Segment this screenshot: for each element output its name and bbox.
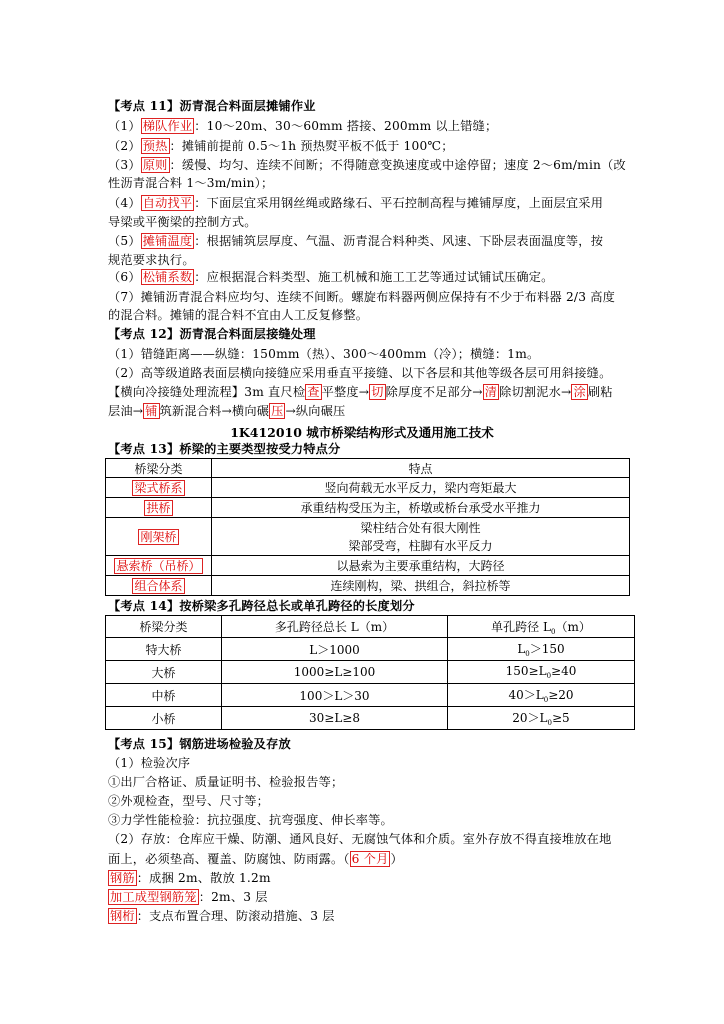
- storage-text: ：2m、3 层: [198, 890, 268, 904]
- table-header-row: [106, 616, 635, 638]
- item-text: ：应根据混合料类型、施工机械和施工工艺等通过试铺试压确定。: [194, 270, 554, 284]
- keyword-highlight: 切: [371, 385, 384, 399]
- cell-single: [448, 661, 635, 684]
- cell-type: [106, 478, 212, 498]
- cell-type: 大桥: [106, 661, 222, 684]
- cell-single: [448, 684, 635, 707]
- flow-text: 筑新混合料→横向碾: [159, 404, 270, 418]
- cell-feature: 竖向荷载无水平反力，梁内弯矩最大: [212, 478, 630, 498]
- header-text: 单孔跨径 L: [491, 619, 551, 634]
- kp14-table: [105, 615, 635, 730]
- cell-single: [448, 707, 635, 730]
- keyword-highlight: 铺: [145, 404, 158, 418]
- kp11-item-4: [108, 194, 603, 212]
- cell-type: 中桥: [106, 684, 222, 707]
- subscript: 0: [550, 627, 556, 636]
- keyword-highlight: 刚架桥: [140, 530, 177, 544]
- line-text: 面上，必须垫高、覆盖、防腐蚀、防雨露。（: [108, 852, 350, 866]
- flow-text: →纵向碾压: [285, 404, 346, 418]
- keyword-highlight: 梯队作业: [142, 119, 193, 133]
- flow-text: 除切割泥水→: [499, 385, 572, 399]
- kp15-line-3: ②外观检查，型号、尺寸等；: [108, 794, 270, 808]
- kp15-line-4: ③力学性能检验：抗拉强度、抗弯强度、伸长率等。: [108, 813, 393, 827]
- table-row: [106, 661, 635, 684]
- kp11-item-3-cont: 性沥青混合料 1～3m/min）；: [108, 176, 274, 190]
- storage-text: ：成捆 2m、散放 1.2m: [136, 871, 271, 885]
- table-row: [106, 707, 635, 730]
- kp13-title: 【考点 13】桥梁的主要类型按受力特点分: [108, 442, 341, 456]
- cell-single: [448, 638, 635, 661]
- keyword-highlight: 清: [484, 385, 498, 399]
- keyword-highlight: 梁式桥系: [134, 481, 183, 495]
- kp11-item-3: [108, 156, 626, 174]
- cell-total: 100＞L＞30: [222, 684, 448, 707]
- table-row: [106, 556, 630, 576]
- kp15-title: 【考点 15】钢筋进场检验及存放: [108, 737, 291, 751]
- value-text: ≥20: [548, 688, 574, 702]
- item-prefix: （3）: [108, 158, 141, 172]
- table-row: [106, 638, 635, 661]
- kp13-table: [105, 458, 630, 596]
- kp11-item-4-cont: 导梁或平衡梁的控制方式。: [108, 215, 257, 229]
- value-text: 40＞L: [508, 688, 544, 702]
- value-text: 20＞L: [512, 711, 548, 725]
- keyword-highlight: 钢筋: [110, 871, 135, 885]
- cell-type: [106, 498, 212, 518]
- keyword-highlight: 钢桁: [110, 909, 135, 923]
- kp12-item-2: （2）高等级道路表面层横向接缝应采用垂直平接缝、以下各层和其他等级各层可用斜接缝。: [108, 366, 612, 380]
- keyword-highlight: 查: [307, 385, 320, 399]
- kp11-title: 【考点 11】沥青混合料面层摊铺作业: [108, 99, 316, 113]
- kp15-storage-2: [108, 888, 268, 906]
- table-row: [106, 478, 630, 498]
- flow-text: 【横向冷接缝处理流程】3m 直尺检: [108, 385, 306, 399]
- line-text: ）: [390, 852, 403, 866]
- cell-type: [106, 576, 212, 596]
- keyword-highlight: 6 个月: [351, 852, 389, 866]
- cell-type: [106, 556, 212, 576]
- kp11-item-5-cont: 规范要求执行。: [108, 253, 195, 267]
- value-text: 150≥L: [505, 664, 547, 678]
- keyword-highlight: 拱桥: [146, 501, 171, 515]
- header-text: （m）: [555, 619, 591, 634]
- item-text: ：下面层宜采用钢丝绳或路缘石、平石控制高程与摊铺厚度，上面层宜采用: [194, 196, 604, 210]
- col-header-type: 桥梁分类: [106, 616, 222, 638]
- cell-feature: 连续刚构，梁、拱组合，斜拉桥等: [212, 576, 630, 596]
- kp12-item-1: （1）错缝距离——纵缝：150mm（热）、300～400mm（冷）；横缝：1m。: [108, 347, 540, 361]
- keyword-highlight: 组合体系: [134, 579, 183, 593]
- kp11-item-1: [108, 117, 497, 135]
- kp11-item-6: [108, 268, 554, 286]
- keyword-highlight: 涂: [573, 385, 586, 399]
- item-prefix: （6）: [108, 270, 141, 284]
- cell-type: 小桥: [106, 707, 222, 730]
- table-row: [106, 498, 630, 518]
- kp11-item-7-cont: 的混合料。摊铺的混合料不宜由人工反复修整。: [108, 308, 369, 322]
- feature-line: 梁部受弯，柱脚有水平反力: [348, 538, 493, 553]
- cell-type: 特大桥: [106, 638, 222, 661]
- col-header-single: [448, 616, 635, 638]
- cell-feature: 承重结构受压为主，桥墩或桥台承受水平推力: [212, 498, 630, 518]
- table-row: [106, 684, 635, 707]
- value-text: ≥40: [551, 664, 577, 678]
- cell-total: 1000≥L≥100: [222, 661, 448, 684]
- flow-text: 刷粘: [587, 385, 613, 399]
- cell-type: [106, 518, 212, 556]
- flow-text: 平整度→: [321, 385, 370, 399]
- chapter-heading: 1K412010 城市桥梁结构形式及通用施工技术: [230, 425, 494, 440]
- item-prefix: （1）: [108, 119, 141, 133]
- kp12-flow-line-1: [108, 383, 613, 401]
- kp11-item-7: （7）摊铺沥青混合料应均匀、连续不间断。螺旋布料器两侧应保持有不少于布料器 2/3 高度: [108, 290, 616, 304]
- item-text: ：10～20m、30～60mm 搭接、200mm 以上错缝；: [194, 119, 498, 133]
- col-header-type: 桥梁分类: [106, 459, 212, 478]
- subscript: 0: [543, 696, 549, 704]
- feature-line: 梁柱结合处有很大刚性: [360, 520, 481, 535]
- item-text: ：缓慢、均匀、连续不间断；不得随意变换速度或中途停留；速度 2～6m/min（改: [169, 158, 626, 172]
- value-text: L: [517, 642, 526, 656]
- kp12-title: 【考点 12】沥青混合料面层接缝处理: [108, 327, 316, 341]
- item-text: ：根据铺筑层厚度、气温、沥青混合料种类、风速、下卧层表面温度等，按: [194, 234, 604, 248]
- kp11-item-5: [108, 232, 603, 250]
- keyword-highlight: 原则: [142, 158, 168, 172]
- keyword-highlight: 松铺系数: [142, 270, 193, 284]
- item-text: ：摊铺前提前 0.5～1h 预热熨平板不低于 100℃；: [169, 139, 454, 153]
- item-prefix: （4）: [108, 196, 141, 210]
- table-header-row: [106, 459, 630, 478]
- keyword-highlight: 预热: [142, 139, 168, 153]
- subscript: 0: [547, 719, 552, 727]
- item-prefix: （5）: [108, 234, 141, 248]
- col-header-total: 多孔跨径总长 L（m）: [222, 616, 448, 638]
- kp15-storage-3: [108, 907, 335, 925]
- cell-feature: 以悬索为主要承重结构，大跨径: [212, 556, 630, 576]
- keyword-highlight: 摊铺温度: [142, 234, 193, 248]
- value-text: ≥5: [552, 711, 570, 725]
- value-text: ＞150: [529, 642, 565, 656]
- kp15-line-1: （1）检验次序: [108, 756, 191, 770]
- keyword-highlight: 自动找平: [142, 196, 193, 210]
- kp14-title: 【考点 14】按桥梁多孔跨径总长或单孔跨径的长度划分: [108, 599, 415, 613]
- cell-total: L＞1000: [222, 638, 448, 661]
- cell-feature: [212, 518, 630, 556]
- cell-total: 30≥L≥8: [222, 707, 448, 730]
- kp15-line-2: ①出厂合格证、质量证明书、检验报告等；: [108, 775, 344, 789]
- subscript: 0: [546, 672, 552, 680]
- keyword-highlight: 压: [271, 404, 284, 418]
- kp15-storage-1: [108, 869, 271, 887]
- keyword-highlight: 加工成型钢筋笼: [110, 890, 197, 904]
- table-row: [106, 576, 630, 596]
- kp12-flow-line-2: [108, 402, 345, 420]
- kp11-item-2: [108, 137, 454, 155]
- storage-text: ：支点布置合理、防滚动措施、3 层: [136, 909, 335, 923]
- keyword-highlight: 悬索桥（吊桥）: [116, 559, 201, 573]
- subscript: 0: [525, 650, 530, 658]
- flow-text: 层油→: [108, 404, 144, 418]
- item-prefix: （2）: [108, 139, 141, 153]
- col-header-feature: 特点: [212, 459, 630, 478]
- kp15-line-6: [108, 850, 403, 868]
- table-row: [106, 518, 630, 556]
- flow-text: 除厚度不足部分→: [385, 385, 483, 399]
- kp15-line-5: （2）存放：仓库应干燥、防潮、通风良好、无腐蚀气体和介质。室外存放不得直接堆放在地: [108, 832, 612, 846]
